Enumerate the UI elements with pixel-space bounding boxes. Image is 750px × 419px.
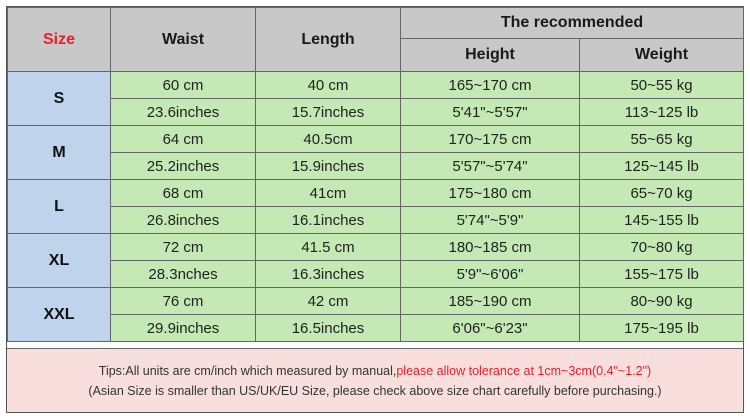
header-weight: Weight <box>580 39 744 72</box>
table-row <box>8 180 744 207</box>
weight-lb: 155~175 lb <box>580 261 744 288</box>
table-row <box>8 99 744 126</box>
length-cm: 40.5cm <box>256 126 401 153</box>
tips-panel <box>7 348 743 412</box>
size-chart <box>6 6 744 413</box>
height-ft-in: 6'06"~6'23" <box>401 315 580 342</box>
header-waist: Waist <box>111 8 256 72</box>
header-recommended: The recommended <box>401 8 744 39</box>
header-height: Height <box>401 39 580 72</box>
table-row <box>8 153 744 180</box>
waist-inches: 25.2inches <box>111 153 256 180</box>
height-cm: 165~170 cm <box>401 72 580 99</box>
height-ft-in: 5'74"~5'9" <box>401 207 580 234</box>
length-inches: 15.7inches <box>256 99 401 126</box>
tips-prefix: Tips:All units are cm/inch which measured by manual, <box>98 364 397 378</box>
size-label: XL <box>8 234 111 288</box>
table-row <box>8 288 744 315</box>
waist-cm: 72 cm <box>111 234 256 261</box>
height-cm: 180~185 cm <box>401 234 580 261</box>
tips-line-2: (Asian Size is smaller than US/UK/EU Size, please check above size chart carefully before purchasing.) <box>88 384 662 398</box>
length-inches: 16.5inches <box>256 315 401 342</box>
height-ft-in: 5'57"~5'74" <box>401 153 580 180</box>
height-cm: 185~190 cm <box>401 288 580 315</box>
table-row <box>8 72 744 99</box>
length-inches: 15.9inches <box>256 153 401 180</box>
weight-lb: 113~125 lb <box>580 99 744 126</box>
length-cm: 42 cm <box>256 288 401 315</box>
weight-kg: 80~90 kg <box>580 288 744 315</box>
length-inches: 16.3inches <box>256 261 401 288</box>
header-length: Length <box>256 8 401 72</box>
waist-cm: 60 cm <box>111 72 256 99</box>
waist-inches: 26.8inches <box>111 207 256 234</box>
weight-kg: 65~70 kg <box>580 180 744 207</box>
tips-line-1 <box>7 361 743 381</box>
height-ft-in: 5'9"~6'06" <box>401 261 580 288</box>
weight-kg: 50~55 kg <box>580 72 744 99</box>
table-row <box>8 234 744 261</box>
header-size: Size <box>8 8 111 72</box>
length-cm: 41cm <box>256 180 401 207</box>
weight-kg: 70~80 kg <box>580 234 744 261</box>
length-inches: 16.1inches <box>256 207 401 234</box>
waist-inches: 23.6inches <box>111 99 256 126</box>
tolerance-warning: please allow tolerance at 1cm~3cm(0.4"~1.2") <box>396 364 652 378</box>
table-row <box>8 315 744 342</box>
weight-kg: 55~65 kg <box>580 126 744 153</box>
waist-inches: 29.9inches <box>111 315 256 342</box>
height-ft-in: 5'41"~5'57" <box>401 99 580 126</box>
size-table <box>7 7 744 342</box>
height-cm: 175~180 cm <box>401 180 580 207</box>
size-label: S <box>8 72 111 126</box>
table-row <box>8 261 744 288</box>
waist-cm: 68 cm <box>111 180 256 207</box>
weight-lb: 145~155 lb <box>580 207 744 234</box>
size-label: M <box>8 126 111 180</box>
size-label: L <box>8 180 111 234</box>
weight-lb: 175~195 lb <box>580 315 744 342</box>
weight-lb: 125~145 lb <box>580 153 744 180</box>
height-cm: 170~175 cm <box>401 126 580 153</box>
length-cm: 41.5 cm <box>256 234 401 261</box>
length-cm: 40 cm <box>256 72 401 99</box>
waist-inches: 28.3nches <box>111 261 256 288</box>
table-row <box>8 207 744 234</box>
size-label: XXL <box>8 288 111 342</box>
waist-cm: 64 cm <box>111 126 256 153</box>
waist-cm: 76 cm <box>111 288 256 315</box>
table-row <box>8 126 744 153</box>
